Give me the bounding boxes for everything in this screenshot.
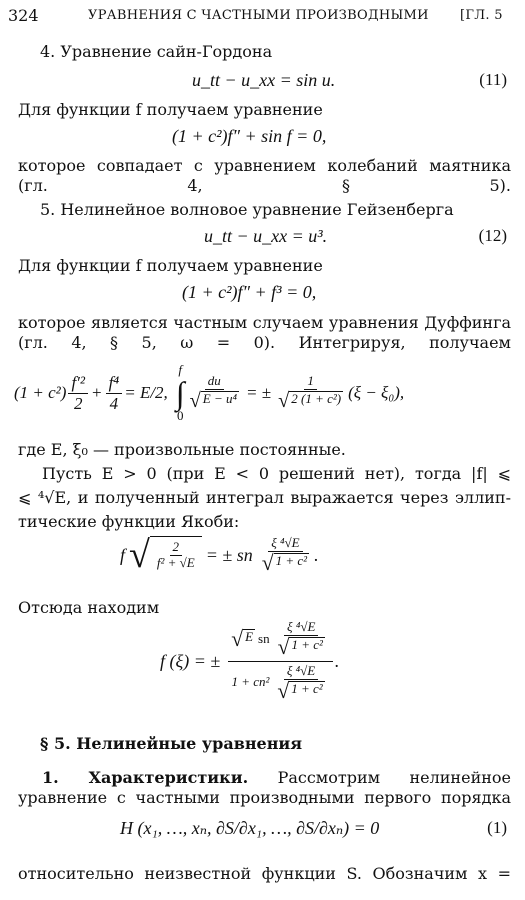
item4-equation2: (1 + c²)f″ + sin f = 0, — [172, 126, 327, 146]
integral-equation: (1 + c²) $\frac{\text{f′²}}{2}$ + $\frac{\text{f⁴}}{4}$ = E/2, f ∫ 0 du √ E − u⁴ = ± 1 √ 2 (1 + c²) (ξ − ξ₀), — [14, 362, 405, 423]
section-equation: H (x₁, …, xₙ, ∂S/∂x₁, …, ∂S/∂xₙ) = 0 — [120, 818, 380, 838]
item5-followup: которое является частным случаем уравнения Дуффинга (гл. 4, § 5, ω = 0). Интегрируя, получаем — [18, 313, 511, 352]
fraction-f-prime: $\frac{\text{f′²}}{2}$ — [68, 373, 88, 413]
item5-intro: Для функции f получаем уравнение — [18, 256, 323, 275]
solution-equation: f (ξ) = ± √ E sn ξ ⁴√E √ 1 + c² 1 + cn² ξ ⁴√E √ 1 + c² . — [160, 619, 340, 703]
para-let-line2: ⩽ ⁴√E, и полученный интеграл выражается через эллип- — [18, 488, 511, 507]
lhs-coefficient: (1 + c²) — [14, 383, 67, 402]
section-para2: относительно неизвестной функции S. Обозначим x = — [18, 864, 511, 883]
sqrt-icon: √ 2 (1 + c²) — [278, 390, 342, 413]
integrand-fraction: du √ E − u⁴ — [189, 373, 238, 413]
item5-equation2: (1 + c²)f″ + f³ = 0, — [182, 282, 317, 302]
rhs-tail: (ξ − ξ₀), — [348, 383, 405, 402]
page-number: 324 — [8, 6, 39, 25]
item4-heading: 4. Уравнение сайн-Гордона — [40, 42, 273, 61]
item4-equation: u_tt − u_xx = sin u. — [192, 70, 336, 90]
running-title: УРАВНЕНИЯ С ЧАСТНЫМИ ПРОИЗВОДНЫМИ — [88, 8, 429, 23]
section-para1: 1. Характеристики. Рассмотрим нелинейное уравнение с частными производными первого порядка — [18, 768, 511, 807]
item4-followup: которое совпадает с уравнением колебаний маятника (гл. 4, § 5). — [18, 156, 511, 195]
section-equation-number: (1) — [487, 818, 507, 837]
sqrt-icon: √ E − u⁴ — [189, 390, 238, 413]
item5-heading: 5. Нелинейное волновое уравнение Гейзенберга — [40, 200, 454, 219]
sqrt-icon: √ 1 + c² — [261, 551, 308, 576]
plus-minus: = ± — [246, 383, 272, 402]
sqrt-icon: √ E — [231, 626, 254, 651]
item4-intro: Для функции f получаем уравнение — [18, 100, 323, 119]
sqrt-icon: √ $\frac{2}{\text{f² + √E}}$ — [129, 536, 202, 574]
section-subtitle: 1. Характеристики. — [42, 768, 249, 787]
integral-sign: f ∫ 0 — [175, 362, 185, 423]
jacobi-equation: f √ $\frac{2}{\text{f² + √E}}$ = ± sn ξ ⁴√E √ 1 + c² . — [120, 534, 319, 577]
item5-equation-number: (12) — [478, 226, 507, 245]
chapter-ref: [ГЛ. 5 — [460, 8, 503, 23]
para-let-line3: тические функции Якоби: — [18, 512, 240, 531]
section-title: § 5. Нелинейные уравнения — [40, 734, 303, 753]
para-arbitrary-constants: где E, ξ₀ — произвольные постоянные. — [18, 440, 346, 459]
rhs-fraction: 1 √ 2 (1 + c²) — [278, 373, 342, 413]
item5-equation: u_tt − u_xx = u³. — [204, 226, 328, 246]
fraction-f4: $\frac{\text{f⁴}}{4}$ — [106, 373, 123, 413]
para-let-line1: Пусть E > 0 (при E < 0 решений нет), тогда |f| ⩽ — [42, 464, 511, 483]
para-hence: Отсюда находим — [18, 598, 160, 617]
item4-equation-number: (11) — [479, 70, 507, 89]
equals-E-half: = E/2, — [124, 383, 168, 402]
